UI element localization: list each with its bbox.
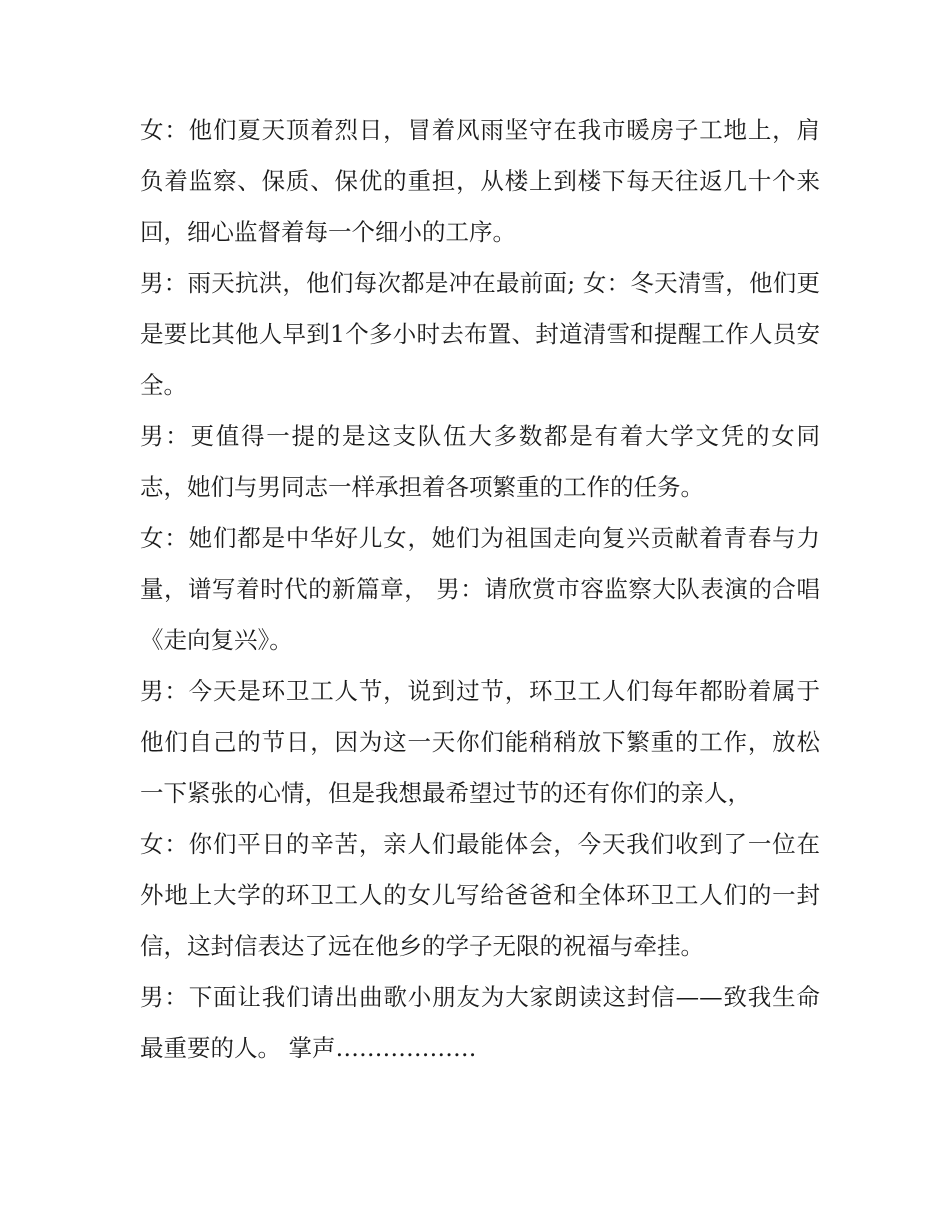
paragraph-7: 男：下面让我们请出曲歌小朋友为大家朗读这封信——致我生命最重要的人。 掌声……………… [140, 983, 820, 1062]
paragraph-3: 男：更值得一提的是这支队伍大多数都是有着大学文凭的女同志，她们与男同志一样承担着各项繁重的工作的任务。 [140, 422, 820, 501]
document-body [140, 105, 820, 1074]
paragraph-5: 男：今天是环卫工人节，说到过节，环卫工人们每年都盼着属于他们自己的节日，因为这一天你们能稍稍放下繁重的工作，放松一下紧张的心情，但是我想最希望过节的还有你们的亲人， [140, 677, 820, 807]
paragraph-2: 男：雨天抗洪，他们每次都是冲在最前面; 女：冬天清雪，他们更是要比其他人早到1个多小时去布置、封道清雪和提醒工作人员安全。 [140, 269, 820, 399]
paragraph-1: 女：他们夏天顶着烈日，冒着风雨坚守在我市暖房子工地上，肩负着监察、保质、保优的重担，从楼上到楼下每天往返几十个来回，细心监督着每一个细小的工序。 [140, 116, 820, 246]
paragraph-6: 女：你们平日的辛苦，亲人们最能体会，今天我们收到了一位在外地上大学的环卫工人的女儿写给爸爸和全体环卫工人们的一封信，这封信表达了远在他乡的学子无限的祝福与牵挂。 [140, 830, 820, 960]
paragraph-4: 女：她们都是中华好儿女，她们为祖国走向复兴贡献着青春与力量，谱写着时代的新篇章， 男：请欣赏市容监察大队表演的合唱《走向复兴》。 [140, 524, 820, 654]
